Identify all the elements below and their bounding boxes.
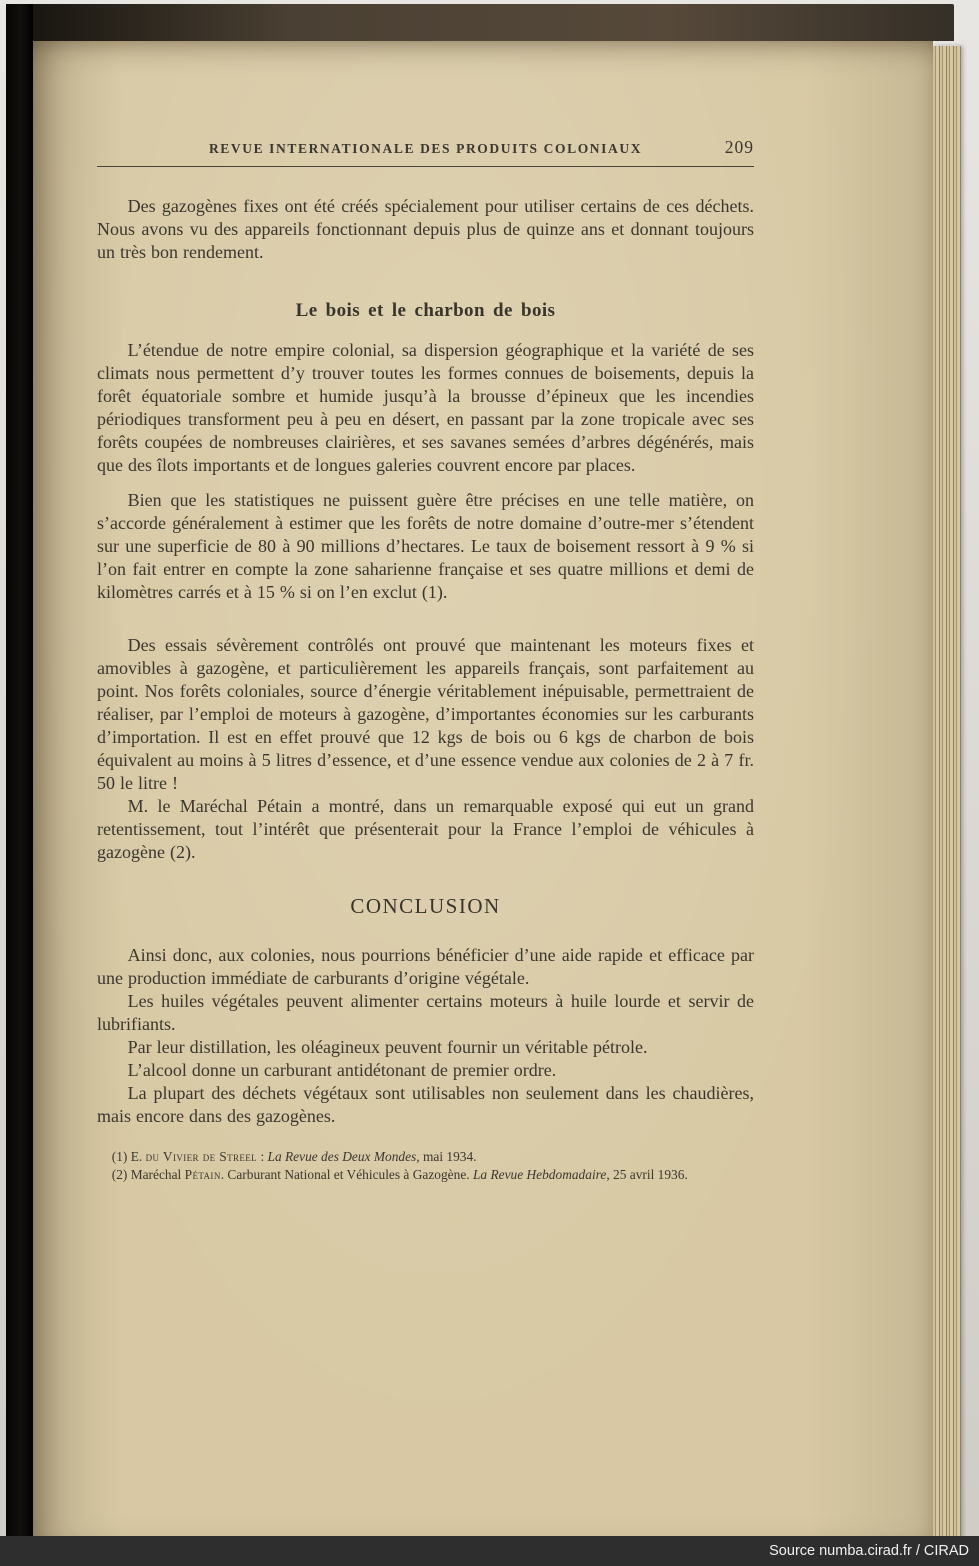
paragraph-statistiques: Bien que les statistiques ne puissent guère être précises en une telle matière, on s’accorde généralement à estimer que les forêts de notre domaine d’outre-mer s’étendent sur une superficie de 80 à 90 millions d’hectares. Le taux de boisement ressort à 9 % si l’on fait entrer en compte la zone saharienne française et ses quatre millions et demi de kilomètres carrés et à 15 % si on l’en exclut (1). (97, 490, 754, 602)
paragraph-dechets-vegetaux: La plupart des déchets végétaux sont utilisables non seulement dans les chaudières, mais encore dans des gazogènes. (97, 1083, 754, 1126)
section-heading-bois-charbon: Le bois et le charbon de bois (295, 300, 556, 321)
source-caption-bar (0, 1536, 979, 1566)
page-stack-edges (933, 46, 961, 1542)
footnotes (97, 1148, 754, 1183)
footnote-1-journal: La Revue des Deux Mondes (267, 1149, 417, 1164)
page-number: 209 (724, 137, 754, 157)
book-binding (6, 4, 33, 1544)
paragraph-aide-rapide: Ainsi donc, aux colonies, nous pourrions bénéficier d’une aide rapide et efficace par une production immédiate de carburants d’origine végétale. (97, 945, 754, 988)
footnote-1 (97, 1148, 754, 1166)
paragraph-empire-colonial: L’étendue de notre empire colonial, sa dispersion géographique et la variété de ses climats nous permettent d’y trouver toutes les formes connues de boisements, depuis la forêt équatoriale sombre et humide jusqu’à la brousse d’épineux que les incendies périodiques transforment peu à peu en désert, en passant par la zone tropicale avec ses forêts coupées de nombreuses clairières, et ses savanes semées d’arbres dégénérés, mais que des îlots importants et de longues galeries couvrent encore par places. (97, 340, 754, 475)
document-page (33, 41, 933, 1542)
footnote-2-text: (2) Maréchal (111, 1166, 185, 1182)
footnote-2-date: , 25 avril 1936. (606, 1166, 688, 1182)
source-caption-text: Source numba.cirad.fr / CIRAD (769, 1543, 969, 1559)
paragraph-distillation: Par leur distillation, les oléagineux peuvent fournir un véritable pétrole. (127, 1037, 648, 1057)
footnote-1-date: , mai 1934. (416, 1149, 477, 1164)
footnote-2-title: . Carburant National et Véhicules à Gazogène. (220, 1166, 473, 1182)
footnote-1-author: du Vivier de Streel (145, 1149, 258, 1164)
paragraph-marechal-petain: M. le Maréchal Pétain a montré, dans un remarquable exposé qui eut un grand retentissement, tout l’intérêt que présenterait pour la France l’emploi de véhicules à gazogène (2). (97, 796, 754, 862)
paragraph-huiles-vegetales: Les huiles végétales peuvent alimenter certains moteurs à huile lourde et servir de lubrifiants. (97, 991, 754, 1034)
header-rule (97, 166, 754, 167)
footnote-2 (97, 1166, 754, 1184)
paragraph-alcool: L’alcool donne un carburant antidétonant de premier ordre. (127, 1060, 557, 1080)
running-head (97, 137, 754, 157)
book-top-edge (6, 4, 954, 41)
footnote-2-author: Pétain (184, 1166, 221, 1182)
paragraph-gazogenes-fixes: Des gazogènes fixes ont été créés spécialement pour utiliser certains de ces déchets. Nous avons vu des appareils fonctionnant depuis plus de quinze ans et donnant toujours un très bon rendement. (97, 196, 754, 262)
conclusion-heading: CONCLUSION (350, 894, 501, 918)
paragraph-essais-controles: Des essais sévèrement contrôlés ont prouvé que maintenant les moteurs fixes et amovibles à gazogène, et particulièrement les appareils français, sont parfaitement au point. Nos forêts coloniales, source d’énergie véritablement inépuisable, permettraient de réaliser, par l’emploi de moteurs à gazogène, d’importantes économies sur les carburants d’importation. Il est en effet prouvé que 12 kgs de bois ou 6 kgs de charbon de bois équivalent au moins à 5 litres d’essence, et d’une essence vendue aux colonies de 2 à 7 fr. 50 le litre ! (97, 635, 754, 793)
footnote-2-journal: La Revue Hebdomadaire (472, 1166, 607, 1182)
journal-title: REVUE INTERNATIONALE DES PRODUITS COLONIAUX (208, 141, 643, 156)
footnote-1-text: (1) E. (111, 1149, 146, 1164)
footnote-1-separator: : (257, 1149, 268, 1164)
